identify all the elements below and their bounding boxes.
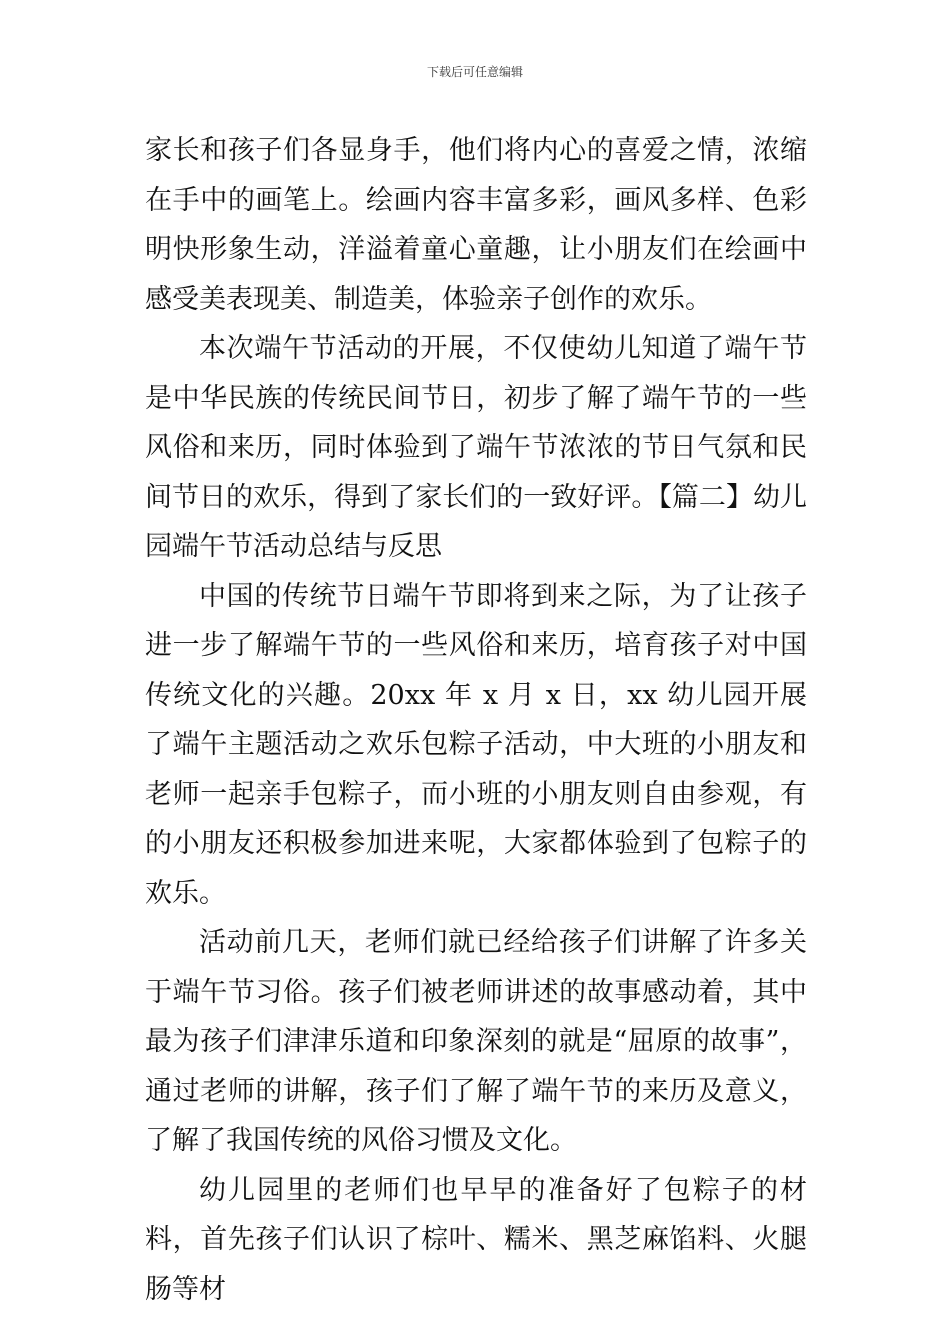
paragraph: 幼儿园里的老师们也早早的准备好了包粽子的材料，首先孩子们认识了棕叶、糯米、黑芝麻馅料、火腿肠等材: [145, 1174, 807, 1305]
paragraph: 中国的传统节日端午节即将到来之际，为了让孩子进一步了解端午节的一些风俗和来历，培育孩子对中国传统文化的兴趣。20xx 年 x 月 x 日，xx 幼儿园开展了端午主题活动之欢乐包粽子活动，中大班的小朋友和老师一起亲手包粽子，而小班的小朋友则自由参观，有的小朋友还积极参加进来呢，大家都体验到了包粽子的欢乐。: [145, 580, 807, 909]
paragraph: 活动前几天，老师们就已经给孩子们讲解了许多关于端午节习俗。孩子们被老师讲述的故事感动着，其中最为孩子们津津乐道和印象深刻的就是“屈原的故事”，通过老师的讲解，孩子们了解了端午节的来历及意义，了解了我国传统的风俗习惯及文化。: [145, 927, 807, 1156]
paragraph-continued: 家长和孩子们各显身手，他们将内心的喜爱之情，浓缩在手中的画笔上。绘画内容丰富多彩，画风多样、色彩明快形象生动，洋溢着童心童趣，让小朋友们在绘画中感受美表现美、制造美，体验亲子创作的欢乐。: [145, 135, 807, 315]
document-body: [145, 126, 807, 1314]
paragraph: 本次端午节活动的开展，不仅使幼儿知道了端午节是中华民族的传统民间节日，初步了解了端午节的一些风俗和来历，同时体验到了端午节浓浓的节日气氛和民间节日的欢乐，得到了家长们的一致好评。【篇二】幼儿园端午节活动总结与反思: [145, 333, 807, 562]
header-note: 下载后可任意编辑: [426, 65, 523, 79]
